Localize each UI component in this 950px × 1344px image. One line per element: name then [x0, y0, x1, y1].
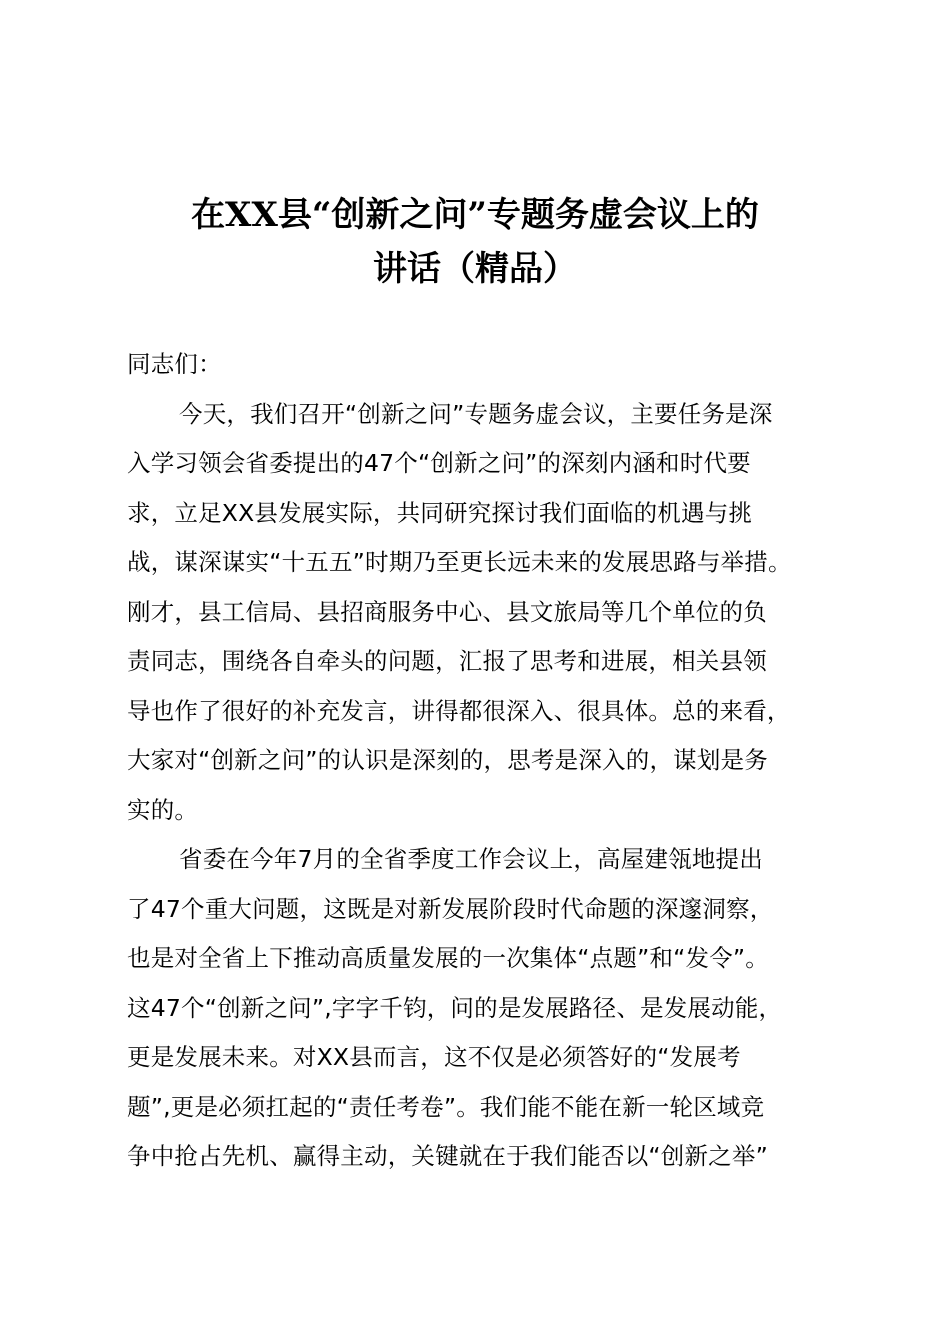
paragraph-line: 题”,更是必须扛起的“责任考卷”。我们能不能在新一轮区域竞 [127, 1092, 765, 1121]
paragraph-line: 更是发展未来。对XX县而言，这不仅是必须答好的“发展考 [127, 1043, 741, 1071]
paragraph-line: 大家对“创新之问”的认识是深刻的，思考是深入的，谋划是务 [127, 746, 768, 774]
paragraph-line: 战，谋深谋实“十五五”时期乃至更长远未来的发展思路与举措。 [127, 548, 792, 576]
paragraph-line: 求，立足XX县发展实际，共同研究探讨我们面临的机遇与挑 [127, 498, 753, 527]
paragraph [127, 835, 847, 1182]
document-title [0, 188, 950, 296]
paragraph-line: 这47个“创新之问”,字字千钧，问的是发展路径、是发展动能， [127, 993, 783, 1022]
paragraph [127, 390, 847, 836]
paragraph-line: 入学习领会省委提出的47个“创新之问”的深刻内涵和时代要 [127, 449, 751, 477]
paragraph-line: 也是对全省上下推动高质量发展的一次集体“点题”和“发令”。 [127, 944, 769, 972]
paragraph-line: 责同志，围绕各自牵头的问题，汇报了思考和进展，相关县领 [127, 647, 767, 675]
paragraph-line: 刚才，县工信局、县招商服务中心、县文旅局等几个单位的负 [127, 597, 767, 626]
title-line: 讲话（精品） [373, 249, 577, 289]
salutation: 同志们： [127, 350, 222, 378]
paragraph-line: 今天，我们召开“创新之问”专题务虚会议，主要任务是深 [179, 399, 773, 428]
title-line: 在XX县“创新之问”专题务虚会议上的 [191, 195, 759, 235]
paragraph-line: 省委在今年7月的全省季度工作会议上，高屋建瓴地提出 [179, 845, 763, 873]
paragraph-line: 了47个重大问题，这既是对新发展阶段时代命题的深邃洞察， [127, 894, 774, 923]
paragraph-line: 争中抢占先机、赢得主动，关键就在于我们能否以“创新之举” [127, 1142, 768, 1170]
paragraph-line: 实的。 [127, 795, 199, 824]
document-body [127, 340, 847, 1182]
paragraph-line: 导也作了很好的补充发言，讲得都很深入、很具体。总的来看， [127, 696, 791, 725]
